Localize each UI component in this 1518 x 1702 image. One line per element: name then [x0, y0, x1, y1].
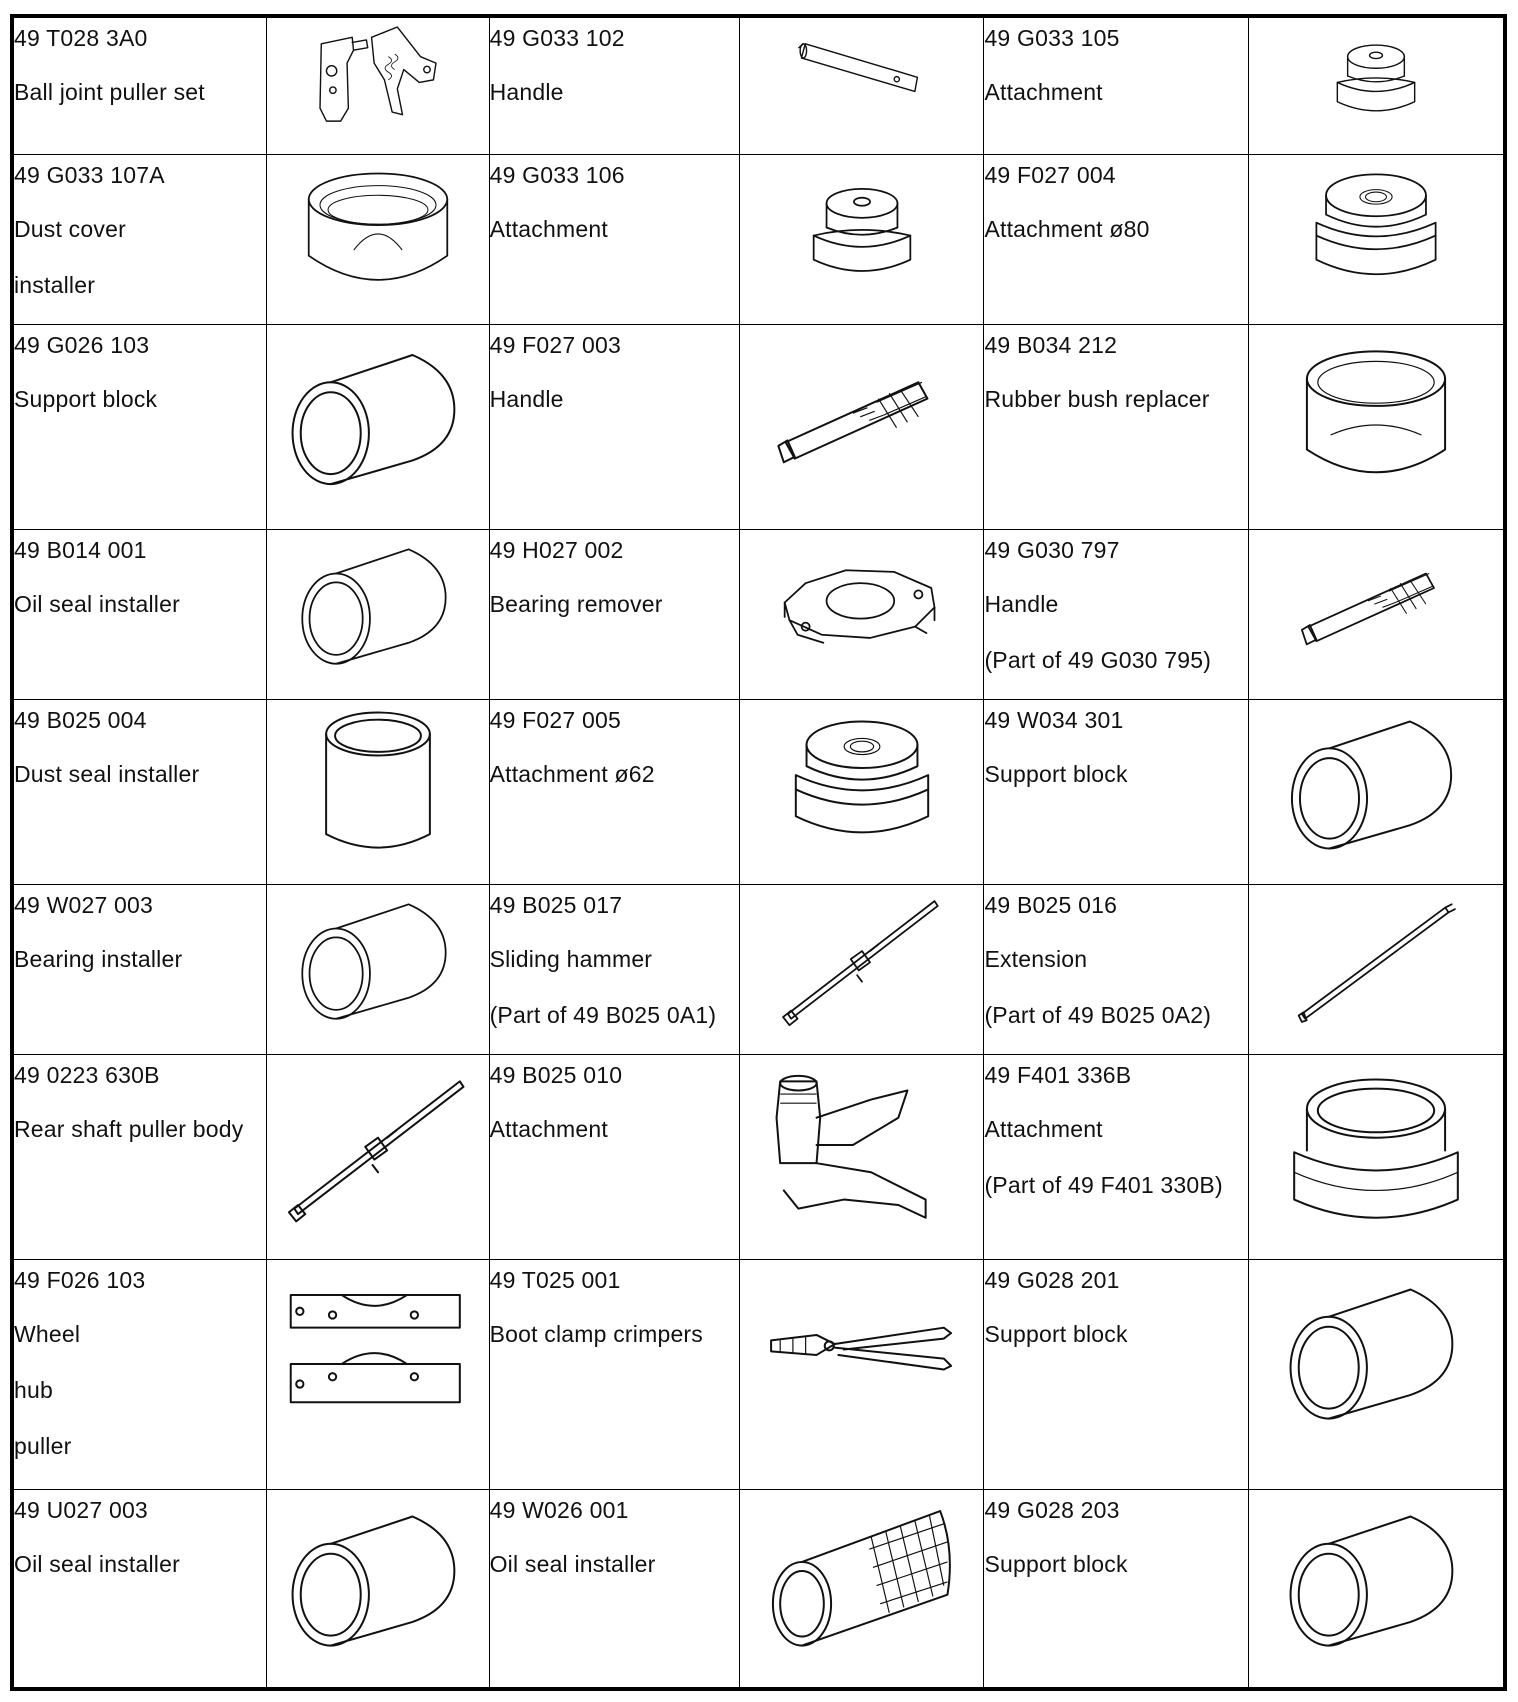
part-number: 49 F027 004 [984, 161, 1116, 188]
tool-name-line: Support block [984, 1551, 1128, 1578]
tool-name-line: Bearing remover [489, 591, 663, 618]
threaded-attachment-icon [1276, 155, 1476, 300]
ball-joint-puller-icon [278, 18, 478, 134]
part-number: 49 B025 004 [14, 707, 147, 734]
tool-name-line: Support block [14, 385, 158, 412]
part-number: 49 G030 797 [984, 537, 1120, 564]
tool-description-cell [14, 1055, 267, 1260]
tool-description-cell [14, 1490, 267, 1688]
tool-name-line: Dust seal installer [14, 761, 200, 788]
tool-illustration-cell [266, 700, 489, 885]
stepped-attachment-icon [1276, 1055, 1476, 1235]
table-row [14, 1055, 1504, 1260]
tool-illustration-cell [740, 324, 984, 529]
part-number: 49 B014 001 [14, 537, 147, 564]
tool-name-line: Dust cover [14, 215, 126, 242]
table-row [14, 1490, 1504, 1688]
cylinder-sleeve-icon [278, 885, 478, 1030]
table-row [14, 154, 1504, 324]
tool-name-line: Wheel [14, 1321, 81, 1348]
tool-illustration-cell [1249, 18, 1504, 155]
tool-illustration-cell [740, 18, 984, 155]
part-number: 49 G033 105 [984, 25, 1120, 51]
hub-puller-plates-icon [278, 1260, 478, 1439]
cylinder-sleeve-icon [1276, 1260, 1476, 1439]
part-number: 49 H027 002 [489, 537, 624, 564]
tool-illustration-cell [1249, 154, 1504, 324]
tool-illustration-cell [1249, 700, 1504, 885]
part-number: 49 T028 3A0 [14, 25, 148, 51]
part-number: 49 U027 003 [14, 1497, 148, 1524]
tool-description-cell [14, 18, 267, 155]
part-number: 49 B034 212 [984, 331, 1118, 358]
tool-name-line: Oil seal installer [489, 1551, 656, 1578]
knurled-handle-icon [1276, 530, 1476, 675]
part-number: 49 0223 630B [14, 1062, 160, 1089]
tool-illustration-cell [266, 885, 489, 1055]
tool-name-line: installer [14, 271, 96, 298]
crimper-pliers-icon [762, 1260, 962, 1439]
tool-name-line: Boot clamp crimpers [489, 1321, 703, 1348]
tool-name-line: Rear shaft puller body [14, 1116, 244, 1143]
tool-description-cell [984, 1260, 1249, 1490]
tool-illustration-cell [1249, 1260, 1504, 1490]
tool-name-line: Attachment [489, 1116, 608, 1143]
tool-name-line: Attachment [489, 215, 608, 242]
tool-name-line: Support block [984, 761, 1128, 788]
tool-name-line: Attachment ø80 [984, 215, 1150, 242]
sliding-hammer-icon [762, 885, 962, 1030]
part-number: 49 G033 102 [489, 25, 625, 51]
attachment-cap-icon [762, 155, 962, 300]
tool-illustration-cell [266, 18, 489, 155]
threaded-attachment-icon [762, 700, 962, 861]
tool-name-line: hub [14, 1377, 53, 1404]
tool-name-line: Oil seal installer [14, 1551, 180, 1578]
dust-cover-installer-icon [278, 155, 478, 300]
tool-illustration-cell [740, 530, 984, 700]
part-number: 49 F026 103 [14, 1267, 146, 1294]
tool-illustration-cell [266, 530, 489, 700]
upright-cylinder-icon [278, 700, 478, 861]
part-number: 49 T025 001 [489, 1267, 621, 1294]
tool-description-cell [489, 700, 740, 885]
tool-illustration-cell [266, 324, 489, 529]
part-number: 49 F401 336B [984, 1062, 1132, 1089]
tool-description-cell [984, 700, 1249, 885]
part-number: 49 B025 016 [984, 892, 1118, 919]
knurled-handle-icon [762, 325, 962, 505]
table-row [14, 324, 1504, 529]
tool-description-cell [984, 154, 1249, 324]
tool-illustration-cell [266, 1490, 489, 1688]
tool-description-cell [489, 324, 740, 529]
tool-description-cell [984, 18, 1249, 155]
cylinder-sleeve-icon [278, 530, 478, 675]
fork-attachment-icon [762, 1055, 962, 1235]
cylinder-sleeve-icon [278, 1490, 478, 1663]
table-row [14, 1260, 1504, 1490]
part-number: 49 W034 301 [984, 707, 1124, 734]
tool-name-line: puller [14, 1433, 72, 1460]
part-number: 49 B025 017 [489, 892, 623, 919]
tool-illustration-cell [740, 1260, 984, 1490]
tool-name-line: Handle [489, 79, 564, 105]
tool-name-line: Attachment [984, 79, 1103, 105]
tool-description-cell [14, 530, 267, 700]
tool-description-cell [984, 885, 1249, 1055]
tool-description-cell [14, 1260, 267, 1490]
tool-description-cell [14, 324, 267, 529]
tool-name-line: Bearing installer [14, 946, 183, 973]
part-number: 49 G033 106 [489, 161, 625, 188]
part-number: 49 W026 001 [489, 1497, 629, 1524]
cylinder-sleeve-icon [278, 325, 478, 505]
tool-description-cell [984, 1055, 1249, 1260]
tool-description-cell [984, 1490, 1249, 1688]
tool-name-line: (Part of 49 G030 795) [984, 647, 1212, 674]
knurled-sleeve-icon [762, 1490, 962, 1663]
tool-illustration-cell [740, 885, 984, 1055]
tool-name-line: Handle [984, 591, 1059, 618]
tool-name-line: Ball joint puller set [14, 79, 205, 105]
part-number: 49 G033 107A [14, 161, 165, 188]
attachment-cap-icon [1276, 18, 1476, 134]
sliding-hammer-icon [278, 1055, 478, 1235]
special-tools-sheet [10, 14, 1507, 1691]
bearing-remover-icon [762, 530, 962, 675]
tool-illustration-cell [740, 1055, 984, 1260]
part-number: 49 F027 005 [489, 707, 621, 734]
tool-description-cell [489, 18, 740, 155]
tool-illustration-cell [740, 154, 984, 324]
part-number: 49 W027 003 [14, 892, 154, 919]
part-number: 49 G026 103 [14, 331, 150, 358]
part-number: 49 F027 003 [489, 331, 621, 358]
tool-name-line: (Part of 49 B025 0A1) [489, 1002, 717, 1029]
tool-illustration-cell [1249, 1490, 1504, 1688]
table-body [14, 18, 1504, 1688]
handle-rod-icon [762, 18, 962, 134]
part-number: 49 G028 201 [984, 1267, 1120, 1294]
tool-name-line: Extension [984, 946, 1088, 973]
tool-description-cell [984, 324, 1249, 529]
tool-name-line: Handle [489, 385, 564, 412]
tool-illustration-cell [740, 700, 984, 885]
table-row [14, 530, 1504, 700]
tool-name-line: (Part of 49 F401 330B) [984, 1172, 1223, 1199]
tool-illustration-cell [266, 154, 489, 324]
tool-description-cell [984, 530, 1249, 700]
tool-illustration-cell [266, 1055, 489, 1260]
cylinder-sleeve-icon [1276, 700, 1476, 861]
tool-name-line: Attachment [984, 1116, 1103, 1143]
tool-name-line: Oil seal installer [14, 591, 180, 618]
tool-illustration-cell [1249, 530, 1504, 700]
tool-description-cell [489, 1260, 740, 1490]
tool-name-line: (Part of 49 B025 0A2) [984, 1002, 1212, 1029]
tool-name-line: Support block [984, 1321, 1128, 1348]
tool-name-line: Sliding hammer [489, 946, 653, 973]
tool-illustration-cell [1249, 885, 1504, 1055]
tool-description-cell [489, 154, 740, 324]
cup-icon [1276, 325, 1476, 505]
extension-rod-icon [1276, 885, 1476, 1030]
tool-description-cell [14, 700, 267, 885]
tool-description-cell [489, 885, 740, 1055]
table-row [14, 700, 1504, 885]
cylinder-sleeve-icon [1276, 1490, 1476, 1663]
tool-description-cell [489, 1055, 740, 1260]
special-tools-table [13, 17, 1504, 1688]
tool-name-line: Attachment ø62 [489, 761, 655, 788]
tool-illustration-cell [1249, 324, 1504, 529]
part-number: 49 B025 010 [489, 1062, 623, 1089]
table-row [14, 885, 1504, 1055]
tool-description-cell [489, 530, 740, 700]
tool-illustration-cell [740, 1490, 984, 1688]
tool-name-line: Rubber bush replacer [984, 385, 1210, 412]
table-row [14, 18, 1504, 155]
part-number: 49 G028 203 [984, 1497, 1120, 1524]
tool-description-cell [489, 1490, 740, 1688]
tool-description-cell [14, 154, 267, 324]
tool-description-cell [14, 885, 267, 1055]
tool-illustration-cell [266, 1260, 489, 1490]
tool-illustration-cell [1249, 1055, 1504, 1260]
